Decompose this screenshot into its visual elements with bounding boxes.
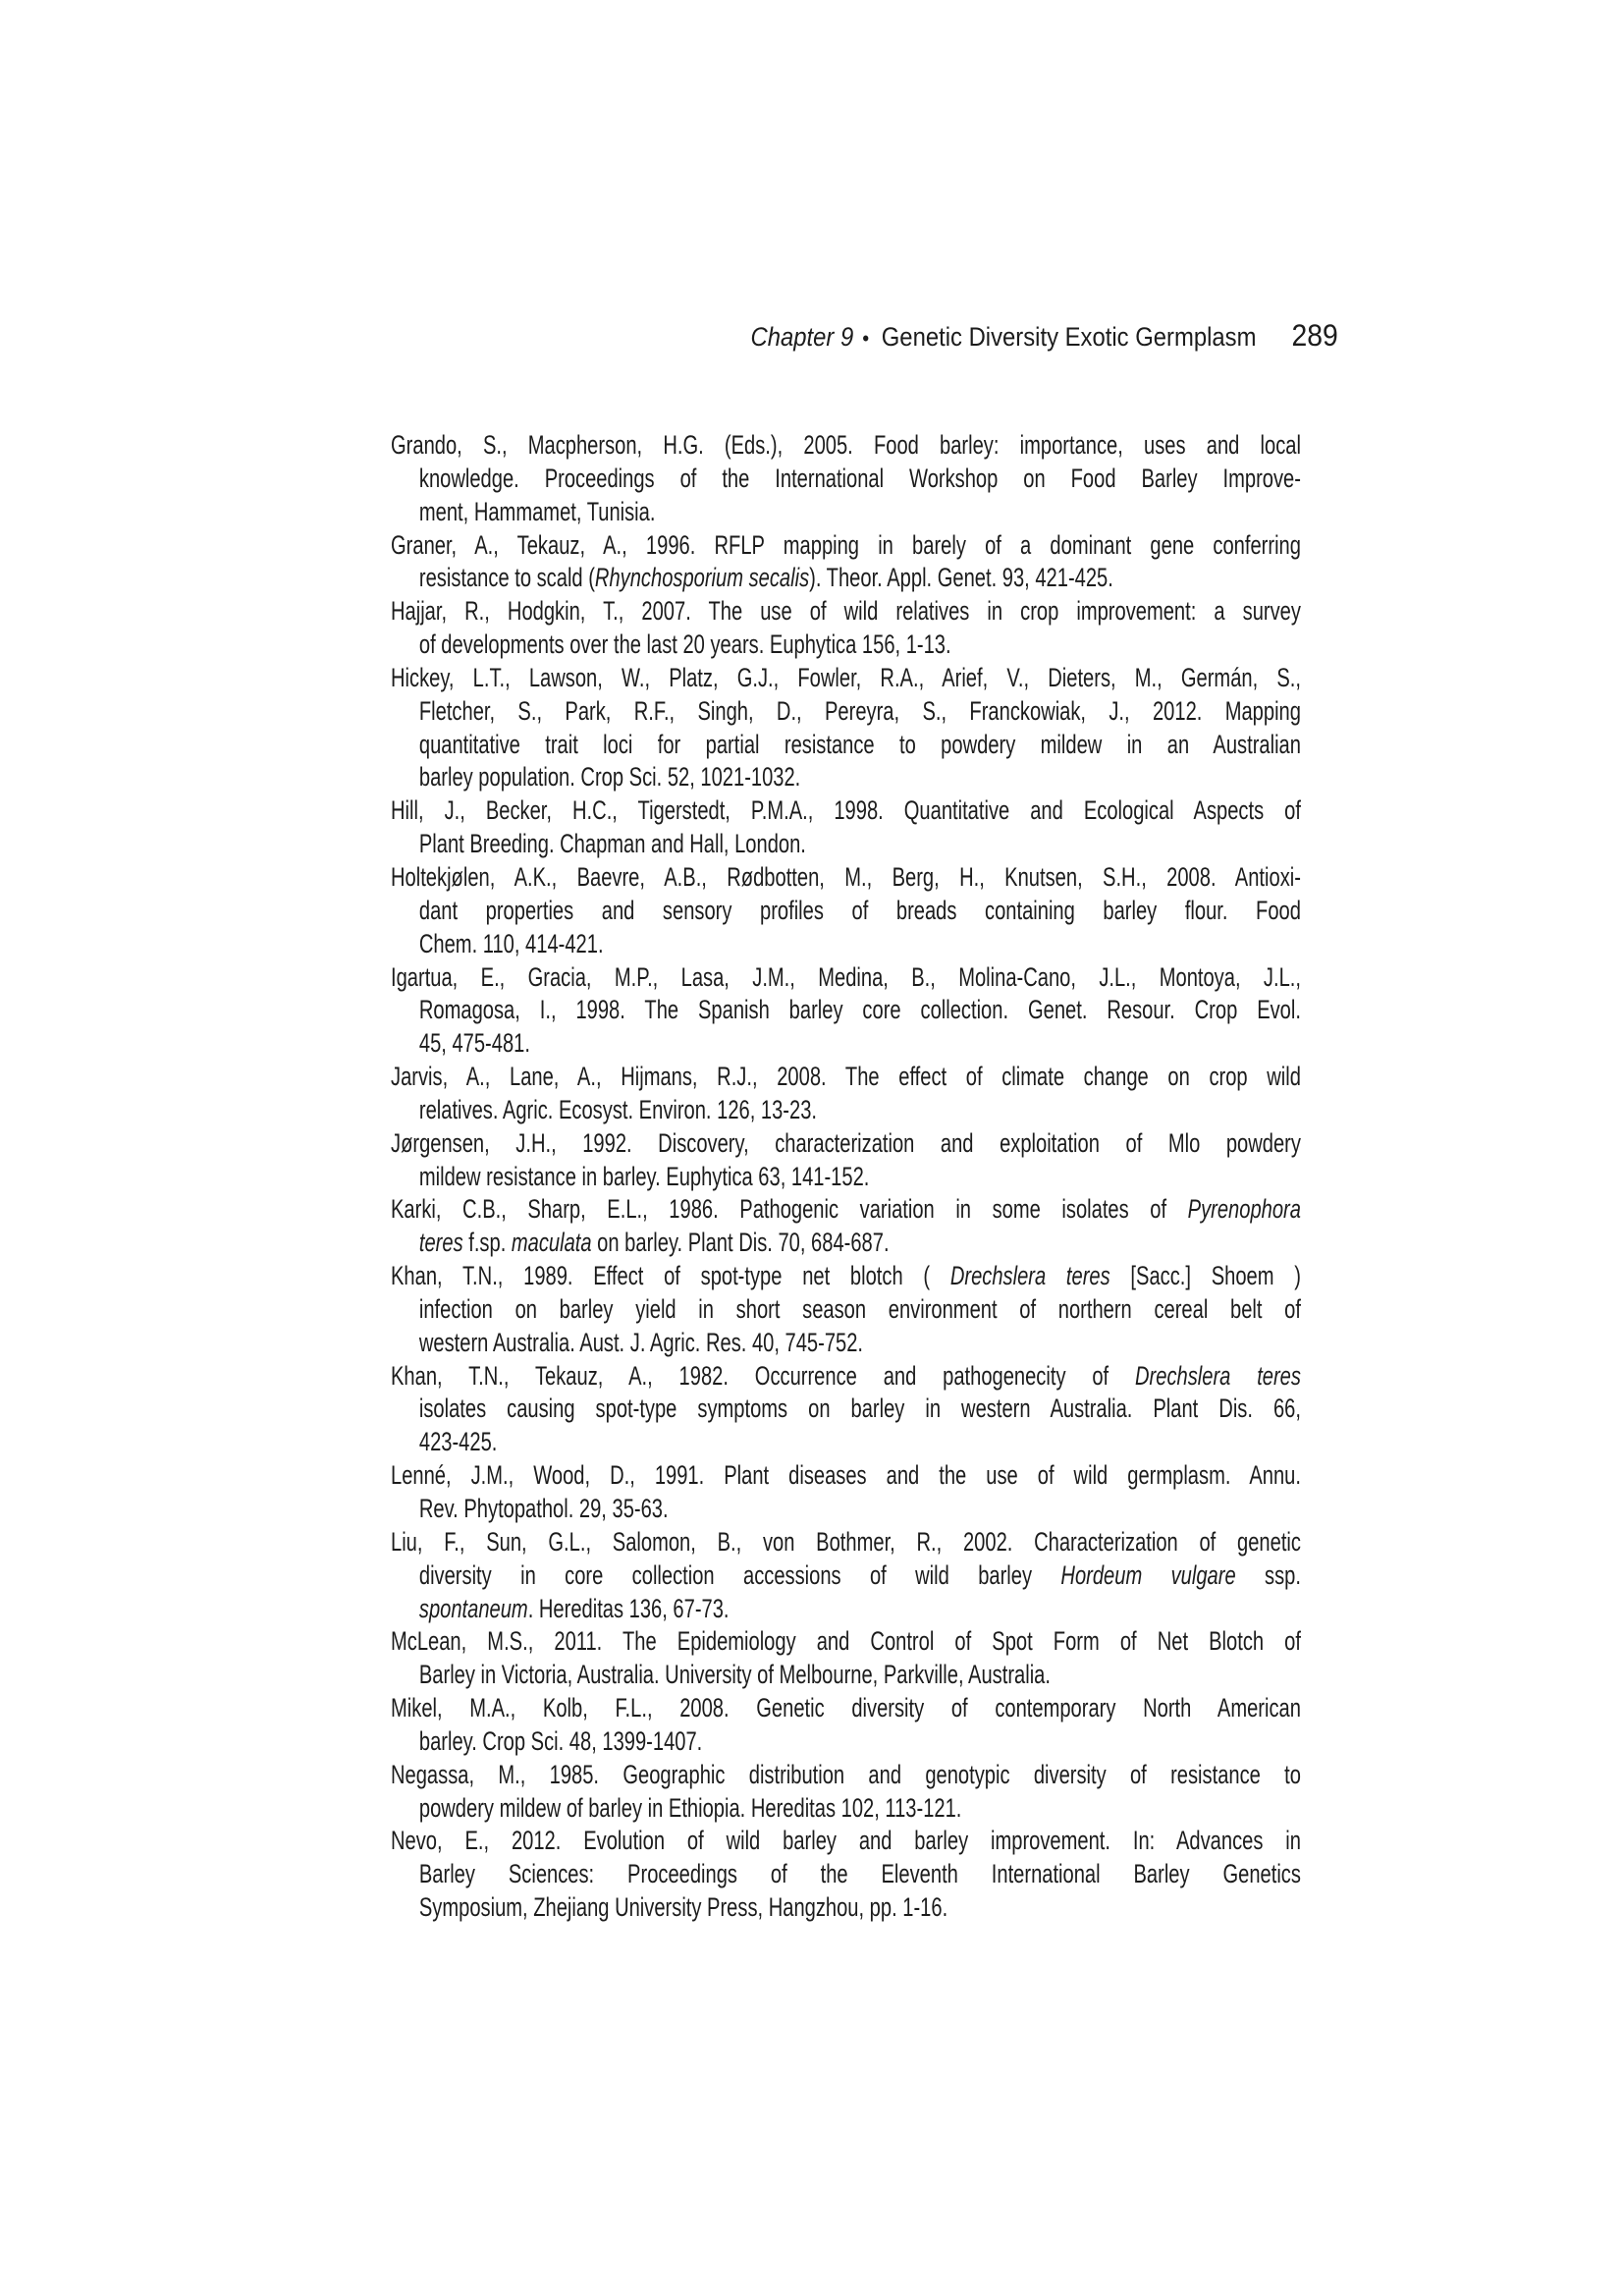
species-name-italic: Hordeum vulgare [1060,1559,1236,1590]
reference-entry [391,1625,1301,1692]
reference-line [391,994,1301,1027]
reference-line [391,1127,1301,1161]
reference-text: Negassa, M., 1985. Geographic distribution and genotypic diversity of resistance to [391,1759,1301,1789]
reference-line [391,861,1301,895]
reference-line [391,429,1301,463]
reference-text: mildew resistance in barley. Euphytica 63, 141-152. [418,1161,870,1191]
reference-text: Khan, T.N., Tekauz, A., 1982. Occurrence and pathogenecity of [391,1360,1135,1391]
reference-line [391,794,1301,828]
species-name-italic: Drechslera teres [1134,1360,1301,1391]
reference-line [391,1061,1301,1094]
reference-text: Chem. 110, 414-421. [418,928,604,958]
reference-line [391,1393,1301,1426]
reference-text: resistance to scald ( [418,563,595,593]
species-name-italic: Pyrenophora [1187,1194,1301,1225]
separator-bullet-icon: • [862,326,870,351]
reference-text: [Sacc.] Shoem ) [1109,1261,1301,1291]
reference-entry [391,429,1301,529]
running-head-title: Genetic Diversity Exotic Germplasm [881,322,1257,352]
reference-text: Grando, S., Macpherson, H.G. (Eds.), 2005. Food barley: importance, uses and local [391,430,1301,460]
reference-text: infection on barley yield in short season environment of northern cereal belt of [418,1293,1301,1324]
reference-line [391,1493,1301,1526]
reference-line [391,1659,1301,1692]
reference-entry [391,1759,1301,1826]
reference-line [391,695,1301,729]
reference-line [391,1227,1301,1260]
reference-text: isolates causing spot-type symptoms on barley in western Australia. Plant Dis. 66, [418,1394,1301,1424]
reference-text: barley population. Crop Sci. 52, 1021-1032. [418,762,801,793]
reference-line [391,1360,1301,1394]
reference-line [391,662,1301,695]
reference-line [391,729,1301,762]
reference-line [391,595,1301,629]
reference-text: Nevo, E., 2012. Evolution of wild barley and barley improvement. In: Advances in [391,1826,1301,1856]
reference-line [391,496,1301,529]
reference-text: ). Theor. Appl. Genet. 93, 421-425. [809,563,1113,593]
reference-text: quantitative trait loci for partial resistance to powdery mildew in an Australian [418,729,1301,759]
reference-entry [391,861,1301,961]
reference-entry [391,662,1301,794]
reference-entry [391,1061,1301,1127]
reference-line [391,895,1301,928]
reference-text: dant properties and sensory profiles of breads containing barley flour. Food [418,895,1301,925]
reference-text: McLean, M.S., 2011. The Epidemiology and Control of Spot Form of Net Blotch of [391,1626,1301,1657]
reference-text: Hickey, L.T., Lawson, W., Platz, G.J., Fowler, R.A., Arief, V., Dieters, M., Germán, S., [391,662,1301,692]
reference-text: . Hereditas 136, 67-73. [527,1593,730,1623]
reference-text: powdery mildew of barley in Ethiopia. Hereditas 102, 113-121. [418,1792,962,1823]
reference-line [391,1593,1301,1626]
reference-text: Mikel, M.A., Kolb, F.L., 2008. Genetic diversity of contemporary North American [391,1693,1301,1723]
reference-line [391,961,1301,995]
reference-text: Jarvis, A., Lane, A., Hijmans, R.J., 2008. The effect of climate change on crop wild [391,1062,1301,1092]
reference-line [391,1193,1301,1227]
reference-text: Romagosa, I., 1998. The Spanish barley core collection. Genet. Resour. Crop Evol. [418,995,1301,1025]
reference-line [391,1725,1301,1759]
reference-line [391,1094,1301,1127]
reference-text: relatives. Agric. Ecosyst. Environ. 126, 13-23. [418,1094,818,1124]
reference-line [391,1426,1301,1459]
reference-text: Jørgensen, J.H., 1992. Discovery, characterization and exploitation of Mlo powdery [391,1127,1301,1158]
reference-text: on barley. Plant Dis. 70, 684-687. [591,1228,890,1258]
reference-entry [391,595,1301,662]
reference-text: Symposium, Zhejiang University Press, Hangzhou, pp. 1-16. [418,1892,948,1923]
reference-text: Fletcher, S., Park, R.F., Singh, D., Pereyra, S., Franckowiak, J., 2012. Mapping [418,695,1301,726]
reference-entry [391,529,1301,596]
reference-line [391,629,1301,662]
reference-text: 423-425. [418,1427,498,1457]
reference-line [391,1625,1301,1659]
running-head [750,317,1338,354]
reference-line [391,1692,1301,1725]
reference-entry [391,794,1301,861]
reference-text: Rev. Phytopathol. 29, 35-63. [418,1494,669,1523]
reference-text: Graner, A., Tekauz, A., 1996. RFLP mapping in barely of a dominant gene conferring [391,529,1301,560]
reference-line [391,1459,1301,1493]
reference-entry [391,1193,1301,1260]
reference-text: 45, 475-481. [418,1028,530,1059]
reference-line [391,562,1301,595]
reference-line [391,761,1301,794]
reference-text: Lenné, J.M., Wood, D., 1991. Plant diseases and the use of wild germplasm. Annu. [391,1460,1301,1491]
reference-text: of developments over the last 20 years. Euphytica 156, 1-13. [418,629,951,660]
reference-text: ment, Hammamet, Tunisia. [418,496,656,526]
page-number: 289 [1291,317,1338,353]
reference-text: f.sp. [462,1228,512,1258]
reference-text: Barley Sciences: Proceedings of the Eleventh International Barley Genetics [418,1859,1301,1889]
reference-line [391,1526,1301,1559]
reference-text: Barley in Victoria, Australia. University of Melbourne, Parkville, Australia. [418,1660,1051,1690]
reference-entry [391,961,1301,1062]
species-name-italic: teres [418,1228,463,1258]
reference-line [391,1293,1301,1327]
species-name-italic: Drechslera teres [949,1261,1110,1291]
species-name-italic: maculata [511,1228,592,1258]
reference-text: Khan, T.N., 1989. Effect of spot-type net blotch ( [391,1261,950,1291]
reference-line [391,1891,1301,1925]
species-name-italic: spontaneum [418,1593,528,1623]
reference-text: Hill, J., Becker, H.C., Tigerstedt, P.M.A., 1998. Quantitative and Ecological Aspects of [391,795,1301,826]
reference-entry [391,1360,1301,1460]
reference-line [391,1161,1301,1194]
reference-entry [391,1260,1301,1360]
reference-line [391,1559,1301,1593]
reference-line [391,828,1301,861]
reference-entry [391,1526,1301,1626]
reference-line [391,928,1301,961]
reference-line [391,1260,1301,1293]
reference-text: Holtekjølen, A.K., Baevre, A.B., Rødbotten, M., Berg, H., Knutsen, S.H., 2008. Antioxi- [391,861,1301,892]
reference-entry [391,1692,1301,1759]
reference-line [391,1792,1301,1826]
reference-entry [391,1825,1301,1925]
reference-text: diversity in core collection accessions of wild barley [418,1559,1061,1590]
reference-text: barley. Crop Sci. 48, 1399-1407. [418,1725,703,1756]
reference-entry [391,1127,1301,1194]
reference-line [391,1825,1301,1858]
reference-text: Igartua, E., Gracia, M.P., Lasa, J.M., Medina, B., Molina-Cano, J.L., Montoya, J.L., [391,961,1301,992]
running-head-chapter: Chapter 9 [750,322,854,352]
reference-text: Karki, C.B., Sharp, E.L., 1986. Pathogenic variation in some isolates of [391,1194,1188,1225]
reference-text: ssp. [1235,1559,1301,1590]
reference-line [391,529,1301,563]
reference-text: Plant Breeding. Chapman and Hall, London. [418,829,806,859]
reference-line [391,463,1301,496]
reference-entry [391,1459,1301,1526]
reference-text: Hajjar, R., Hodgkin, T., 2007. The use of wild relatives in crop improvement: a survey [391,596,1301,627]
reference-text: Liu, F., Sun, G.L., Salomon, B., von Bothmer, R., 2002. Characterization of genetic [391,1526,1301,1557]
reference-line [391,1027,1301,1061]
reference-list [391,429,1301,1925]
species-name-italic: Rhynchosporium secalis [594,563,810,593]
reference-line [391,1759,1301,1792]
reference-line [391,1327,1301,1360]
reference-line [391,1858,1301,1891]
reference-text: western Australia. Aust. J. Agric. Res. 40, 745-752. [418,1327,864,1357]
reference-text: knowledge. Proceedings of the International Workshop on Food Barley Improve- [418,463,1301,493]
